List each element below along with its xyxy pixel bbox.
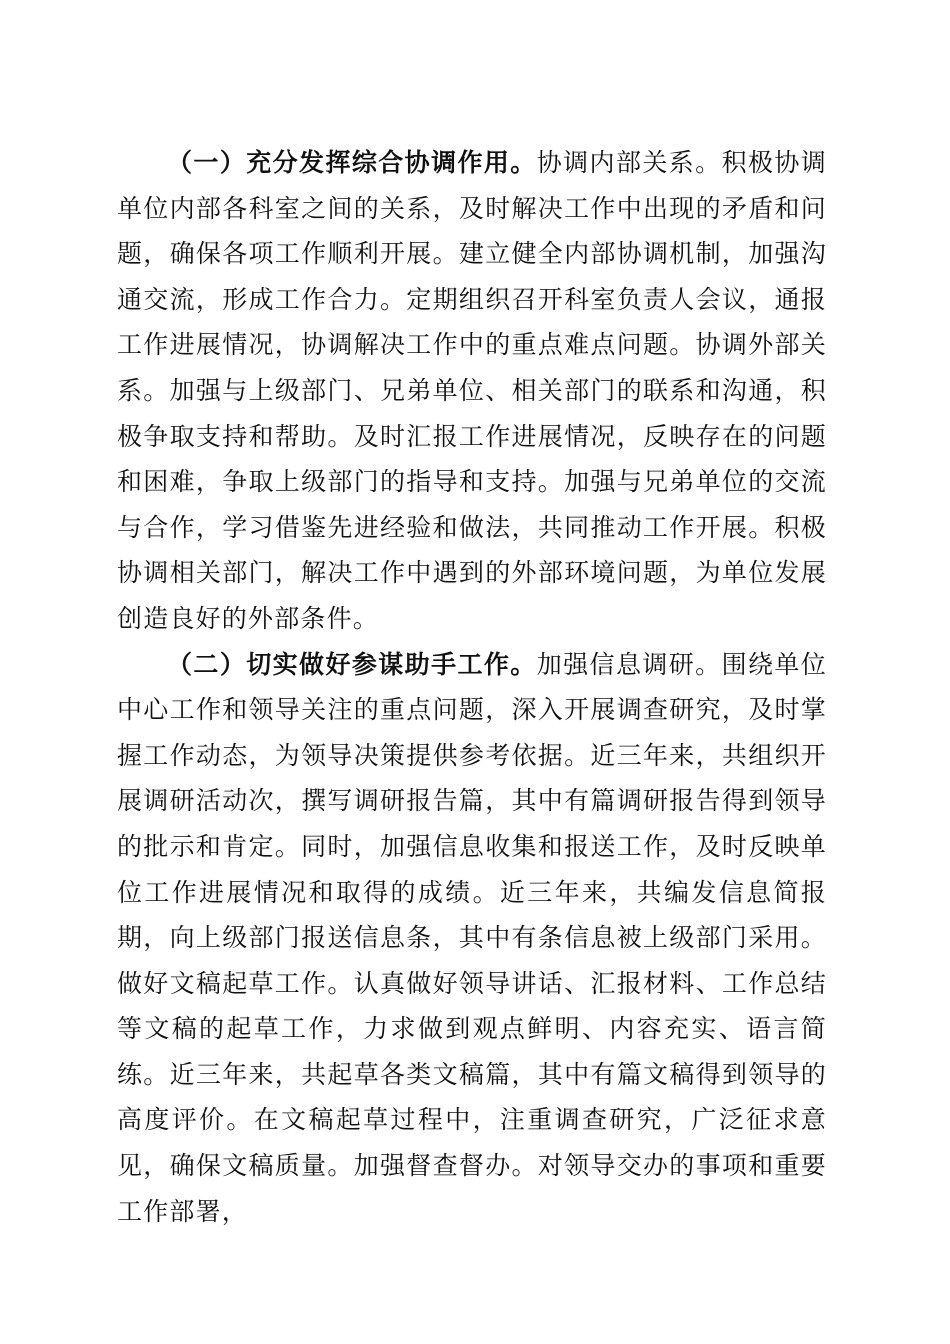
paragraph-text-1: 协调内部关系。积极协调单位内部各科室之间的关系，及时解决工作中出现的矛盾和问题，确保各项工作顺利开展。建立健全内部协调机制，加强沟通交流，形成工作合力。定期组织召开科室负责人会议，通报工作进展情况，协调解决工作中的重点难点问题。协调外部关系。加强与上级部门、兄弟单位、相关部门的联系和沟通，积极争取支持和帮助。及时汇报工作进展情况，反映存在的问题和困难，争取上级部门的指导和支持。加强与兄弟单位的交流与合作，学习借鉴先进经验和做法，共同推动工作开展。积极协调相关部门，解决工作中遇到的外部环境问题，为单位发展创造良好的外部条件。: [117, 148, 827, 633]
section-heading-2: （二）切实做好参谋助手工作。: [167, 649, 537, 679]
paragraph-advisory: [117, 642, 827, 1235]
document-body: [117, 140, 827, 1234]
section-heading-1: （一）充分发挥综合协调作用。: [167, 148, 537, 177]
paragraph-text-2: 加强信息调研。围绕单位中心工作和领导关注的重点问题，深入开展调查研究，及时掌握工作动态，为领导决策提供参考依据。近三年来，共组织开展调研活动次，撰写调研报告篇，其中有篇调研报告得到领导的批示和肯定。同时，加强信息收集和报送工作，及时反映单位工作进展情况和取得的成绩。近三年来，共编发信息简报期，向上级部门报送信息条，其中有条信息被上级部门采用。做好文稿起草工作。认真做好领导讲话、汇报材料、工作总结等文稿的起草工作，力求做到观点鲜明、内容充实、语言简练。近三年来，共起草各类文稿篇，其中有篇文稿得到领导的高度评价。在文稿起草过程中，注重调查研究，广泛征求意见，确保文稿质量。加强督查督办。对领导交办的事项和重要工作部署，: [117, 649, 827, 1226]
paragraph-coordination: [117, 140, 827, 642]
